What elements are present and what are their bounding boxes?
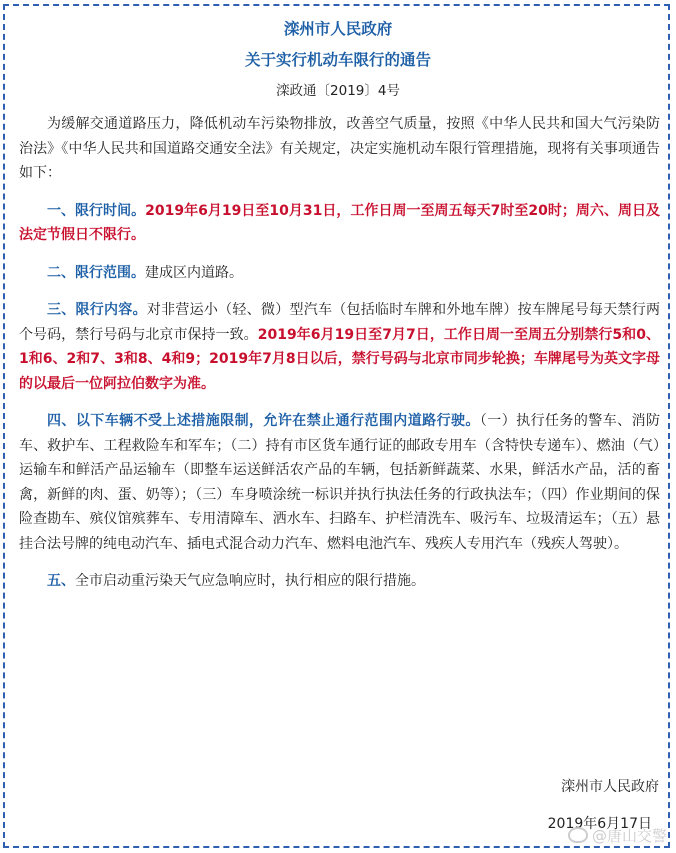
- section-emergency: [19, 569, 660, 594]
- section-3-red-text: 2019年6月19日至7月7日，工作日周一至周五分别禁行5和0、1和6、2和7、3和8、4和9；2019年7月8日以后，禁行号码与北京市同步轮换；车牌尾号为英文字母的以最后一位阿拉伯数字为准。: [19, 326, 661, 392]
- watermark: [537, 822, 667, 848]
- notice-body: [19, 112, 660, 607]
- intro-paragraph: [19, 112, 660, 186]
- section-3-label: 三、限行内容。: [47, 302, 147, 318]
- section-5-text: 全市启动重污染天气应急响应时，执行相应的限行措施。: [75, 573, 425, 589]
- notice-issuer-title: 滦州市人民政府: [283, 20, 393, 38]
- section-4-label: 四、以下车辆不受上述措施限制，允许在禁止通行范围内道路行驶。: [47, 413, 480, 429]
- section-5-label: 五、: [47, 573, 75, 589]
- section-1-text: 2019年6月19日至10月31日，工作日周一至周五每天7时至20时；周六、周日及法定节假日不限行。: [19, 202, 660, 243]
- section-1-label: 一、限行时间。: [47, 202, 146, 219]
- signatory: 滦州市人民政府: [561, 779, 659, 795]
- section-restriction-content: [19, 298, 660, 396]
- watermark-text: @唐山交警: [591, 826, 667, 845]
- section-2-label: 二、限行范围。: [47, 264, 145, 281]
- issue-date: 2019年6月17日: [547, 816, 652, 832]
- section-restriction-area: [19, 261, 660, 286]
- section-3-text: 对非营运小（轻、微）型汽车（包括临时车牌和外地车牌）按车牌尾号每天禁行两个号码，禁行号码与北京市保持一致。: [19, 302, 661, 343]
- section-exempt-vehicles: [19, 409, 660, 556]
- notice-title: 关于实行机动车限行的通告: [244, 51, 431, 69]
- section-4-text: （一）执行任务的警车、消防车、救护车、工程救险车和军车；（二）持有市区货车通行证的邮政专用车（含特快专递车）、燃油（气）运输车和鲜活产品运输车（即整车运送鲜活农产品的车辆，包括新鲜蔬菜、水果，鲜活水产品，活的畜禽，新鲜的肉、蛋、奶等）；（三）车身喷涂统一标识并执行执法任务的行政执法车；（四）作业期间的保险查勘车、殡仪馆殡葬车、专用清障车、洒水车、扫路车、护栏清洗车、吸污车、垃圾清运车；（五）悬挂合法号牌的纯电动汽车、插电式混合动力汽车、燃料电池汽车、残疾人专用汽车（残疾人驾驶）。: [19, 413, 661, 552]
- document-number: 滦政通〔2019〕4号: [276, 83, 400, 99]
- section-restriction-time: [19, 199, 660, 248]
- intro-text: 为缓解交通道路压力，降低机动车污染物排放，改善空气质量，按照《中华人民共和国大气污染防治法》《中华人民共和国道路交通安全法》有关规定，决定实施机动车限行管理措施，现将有关事项通告如下：: [19, 116, 660, 181]
- weibo-icon: [568, 827, 588, 843]
- section-2-text: 建成区内道路。: [145, 264, 243, 281]
